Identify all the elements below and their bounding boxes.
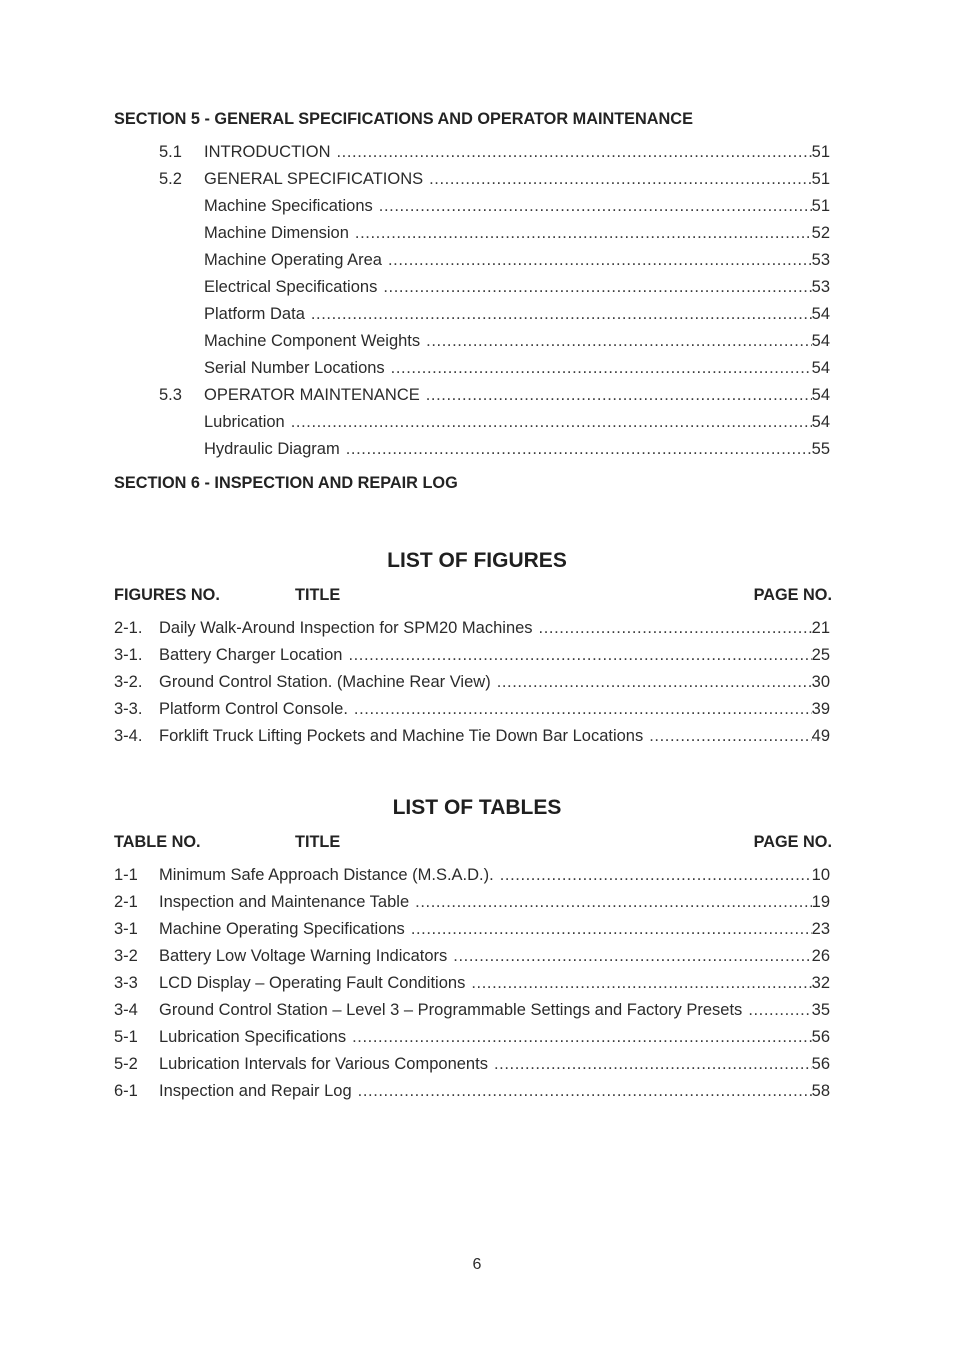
entry-title: Inspection and Maintenance Table: [159, 893, 415, 912]
entry-title: Battery Low Voltage Warning Indicators: [159, 947, 453, 966]
entry-page-number: 30: [811, 673, 830, 691]
entry-title: Hydraulic Diagram: [204, 440, 346, 459]
entry-title: Platform Control Console.: [159, 700, 354, 719]
dot-leader: [426, 383, 812, 405]
entry-page-number: 54: [811, 332, 830, 350]
table-entry: [114, 944, 830, 966]
entry-page-number: 19: [811, 893, 830, 911]
dot-leader: [354, 697, 812, 719]
entry-page-number: 54: [811, 413, 830, 431]
toc-entry: [159, 167, 830, 189]
dot-leader: [411, 917, 812, 939]
dot-leader: [500, 863, 812, 885]
dot-leader: [429, 167, 812, 189]
entry-page-number: 54: [811, 386, 830, 404]
entry-page-number: 49: [811, 727, 830, 745]
toc-entry: [159, 302, 830, 324]
entry-title: OPERATOR MAINTENANCE: [204, 386, 426, 405]
entry-title: Platform Data: [204, 305, 311, 324]
entry-page-number: 51: [811, 197, 830, 215]
entry-title: Ground Control Station – Level 3 – Programmable Settings and Factory Presets: [159, 1001, 748, 1020]
tables-title-header: TITLE: [295, 833, 341, 851]
toc-entry: [159, 221, 830, 243]
entry-title: Machine Component Weights: [204, 332, 426, 351]
entry-page-number: 51: [811, 143, 830, 161]
table-entry: [114, 917, 830, 939]
entry-page-number: 53: [811, 251, 830, 269]
entry-number: 3-4: [114, 1001, 138, 1019]
dot-leader: [497, 670, 812, 692]
figure-entry: [114, 643, 830, 665]
entry-title: Machine Dimension: [204, 224, 355, 243]
dot-leader: [383, 275, 811, 297]
figure-entry: [114, 697, 830, 719]
toc-entry: [159, 248, 830, 270]
section-5-heading: SECTION 5 - GENERAL SPECIFICATIONS AND OPERATOR MAINTENANCE: [114, 110, 693, 128]
entry-page-number: 23: [811, 920, 830, 938]
figure-entry: [114, 616, 830, 638]
dot-leader: [453, 944, 811, 966]
entry-page-number: 52: [811, 224, 830, 242]
toc-entry: [159, 410, 830, 432]
table-entry: [114, 998, 830, 1020]
dot-leader: [748, 998, 811, 1020]
table-entry: [114, 863, 830, 885]
dot-leader: [649, 724, 811, 746]
entry-number: 2-1: [114, 893, 138, 911]
figure-entry: [114, 724, 830, 746]
entry-title: Minimum Safe Approach Distance (M.S.A.D.).: [159, 866, 500, 885]
entry-title: Daily Walk-Around Inspection for SPM20 Machines: [159, 619, 539, 638]
entry-page-number: 39: [811, 700, 830, 718]
entry-title: Machine Specifications: [204, 197, 379, 216]
dot-leader: [352, 1025, 812, 1047]
entry-page-number: 26: [811, 947, 830, 965]
table-entry: [114, 1079, 830, 1101]
entry-number: 3-4.: [114, 727, 143, 745]
entry-number: 2-1.: [114, 619, 143, 637]
entry-number: 5.1: [159, 143, 182, 161]
entry-page-number: 32: [811, 974, 830, 992]
list-of-tables-title: LIST OF TABLES: [392, 796, 562, 819]
entry-title: Serial Number Locations: [204, 359, 391, 378]
entry-page-number: 10: [811, 866, 830, 884]
table-entry: [114, 1052, 830, 1074]
entry-page-number: 56: [811, 1028, 830, 1046]
entry-title: Lubrication Specifications: [159, 1028, 352, 1047]
entry-number: 5-2: [114, 1055, 138, 1073]
entry-page-number: 54: [811, 359, 830, 377]
dot-leader: [415, 890, 812, 912]
entry-number: 5-1: [114, 1028, 138, 1046]
dot-leader: [379, 194, 812, 216]
entry-title: LCD Display – Operating Fault Conditions: [159, 974, 471, 993]
entry-title: Lubrication Intervals for Various Components: [159, 1055, 494, 1074]
entry-title: Inspection and Repair Log: [159, 1082, 358, 1101]
entry-page-number: 21: [811, 619, 830, 637]
figures-title-header: TITLE: [295, 586, 341, 604]
entry-title: Battery Charger Location: [159, 646, 348, 665]
entry-number: 1-1: [114, 866, 138, 884]
figures-page-header: PAGE NO.: [753, 586, 832, 604]
dot-leader: [355, 221, 812, 243]
entry-title: INTRODUCTION: [204, 143, 337, 162]
entry-number: 3-2: [114, 947, 138, 965]
figure-entry: [114, 670, 830, 692]
dot-leader: [311, 302, 812, 324]
toc-entry: [159, 437, 830, 459]
entry-title: Electrical Specifications: [204, 278, 383, 297]
entry-number: 5.3: [159, 386, 182, 404]
page-number: 6: [472, 1256, 482, 1273]
entry-title: Forklift Truck Lifting Pockets and Machine Tie Down Bar Locations: [159, 727, 649, 746]
entry-number: 3-1.: [114, 646, 143, 664]
table-entry: [114, 1025, 830, 1047]
table-entry: [114, 890, 830, 912]
list-of-figures-title: LIST OF FIGURES: [387, 549, 567, 572]
toc-entry: [159, 140, 830, 162]
entry-page-number: 25: [811, 646, 830, 664]
section-6-heading: SECTION 6 - INSPECTION AND REPAIR LOG: [114, 474, 458, 492]
entry-number: 3-2.: [114, 673, 143, 691]
entry-number: 3-3.: [114, 700, 143, 718]
entry-number: 6-1: [114, 1082, 138, 1100]
toc-entry: [159, 383, 830, 405]
dot-leader: [358, 1079, 812, 1101]
entry-page-number: 53: [811, 278, 830, 296]
entry-title: Ground Control Station. (Machine Rear View): [159, 673, 497, 692]
tables-no-header: TABLE NO.: [114, 833, 201, 851]
entry-page-number: 51: [811, 170, 830, 188]
entry-page-number: 56: [811, 1055, 830, 1073]
entry-title: Machine Operating Specifications: [159, 920, 411, 939]
table-entry: [114, 971, 830, 993]
toc-entry: [159, 275, 830, 297]
figures-no-header: FIGURES NO.: [114, 586, 220, 604]
dot-leader: [291, 410, 812, 432]
dot-leader: [539, 616, 812, 638]
dot-leader: [388, 248, 812, 270]
entry-number: 3-1: [114, 920, 138, 938]
entry-number: 5.2: [159, 170, 182, 188]
dot-leader: [346, 437, 812, 459]
entry-page-number: 55: [811, 440, 830, 458]
toc-entry: [159, 356, 830, 378]
entry-page-number: 35: [811, 1001, 830, 1019]
tables-page-header: PAGE NO.: [753, 833, 832, 851]
dot-leader: [391, 356, 812, 378]
dot-leader: [426, 329, 811, 351]
entry-page-number: 54: [811, 305, 830, 323]
dot-leader: [471, 971, 811, 993]
dot-leader: [348, 643, 811, 665]
dot-leader: [494, 1052, 812, 1074]
entry-number: 3-3: [114, 974, 138, 992]
dot-leader: [337, 140, 812, 162]
toc-entry: [159, 194, 830, 216]
toc-entry: [159, 329, 830, 351]
entry-page-number: 58: [811, 1082, 830, 1100]
entry-title: Lubrication: [204, 413, 291, 432]
entry-title: Machine Operating Area: [204, 251, 388, 270]
entry-title: GENERAL SPECIFICATIONS: [204, 170, 429, 189]
